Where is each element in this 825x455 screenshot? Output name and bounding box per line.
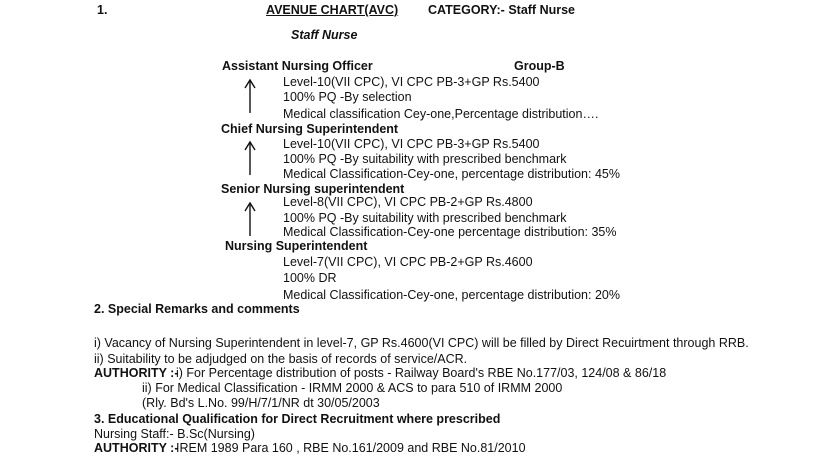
chart-title: AVENUE CHART(AVC) <box>266 3 399 17</box>
post-detail: Level-8(VII CPC), VI CPC PB-2+GP Rs.4800 <box>283 195 533 209</box>
post-detail: Level-7(VII CPC), VI CPC PB-2+GP Rs.4600 <box>283 255 533 269</box>
promotion-arrow-icon <box>243 201 257 237</box>
group-label: Group-B <box>514 59 565 73</box>
post-detail: Level-10(VII CPC), VI CPC PB-3+GP Rs.5400 <box>283 137 540 151</box>
post-detail: Medical classification Cey-one,Percentage distribution…. <box>283 107 599 121</box>
remark-item: i) Vacancy of Nursing Superintendent in level-7, GP Rs.4600(VI CPC) will be filled by Direct Recuirtment through RRB. <box>94 336 749 350</box>
qualification-authority-text: IREM 1989 Para 160 , RBE No.161/2009 and RBE No.81/2010 <box>176 441 526 455</box>
promotion-arrow-icon <box>243 78 257 114</box>
authority-line: ii) For Medical Classification - IRMM 2000 & ACS to para 510 of IRMM 2000 <box>142 381 563 395</box>
authority-label: AUTHORITY :- <box>94 366 179 380</box>
post-title-assistant-nursing-officer: Assistant Nursing Officer <box>222 59 373 73</box>
authority-line: (Rly. Bd's L.No. 99/H/7/1/NR dt 30/05/2003 <box>142 396 380 410</box>
authority-line: i) For Percentage distribution of posts - Railway Board's RBE No.177/03, 124/08 & 86/18 <box>176 366 667 380</box>
post-detail: 100% PQ -By suitability with prescribed benchmark <box>283 211 567 225</box>
post-detail: 100% PQ -By suitability with prescribed benchmark <box>283 152 567 166</box>
chart-subtitle: Staff Nurse <box>291 28 358 42</box>
qualification-staff: Nursing Staff:- B.Sc(Nursing) <box>94 427 255 441</box>
post-detail: 100% PQ -By selection <box>283 90 412 104</box>
post-title-nursing-superintendent: Nursing Superintendent <box>225 239 368 253</box>
post-title-senior-nursing-superintendent: Senior Nursing superintendent <box>221 182 405 196</box>
qualification-authority-label: AUTHORITY :- <box>94 441 179 455</box>
post-detail: 100% DR <box>283 271 337 285</box>
post-detail: Medical Classification-Cey-one, percentage distribution: 20% <box>283 288 620 302</box>
special-remarks-heading: 2. Special Remarks and comments <box>94 302 300 316</box>
category-label: CATEGORY:- Staff Nurse <box>428 3 575 17</box>
post-detail: Medical Classification-Cey-one, percentage distribution: 45% <box>283 167 620 181</box>
post-detail: Medical Classification-Cey-one percentage distribution: 35% <box>283 225 617 239</box>
promotion-arrow-icon <box>243 140 257 176</box>
post-title-chief-nursing-superintendent: Chief Nursing Superintendent <box>221 122 399 136</box>
qualification-heading: 3. Educational Qualification for Direct Recruitment where prescribed <box>94 412 501 426</box>
post-detail: Level-10(VII CPC), VI CPC PB-3+GP Rs.5400 <box>283 75 540 89</box>
section-number: 1. <box>97 3 108 17</box>
remark-item: ii) Suitability to be adjudged on the basis of records of service/ACR. <box>94 352 468 366</box>
